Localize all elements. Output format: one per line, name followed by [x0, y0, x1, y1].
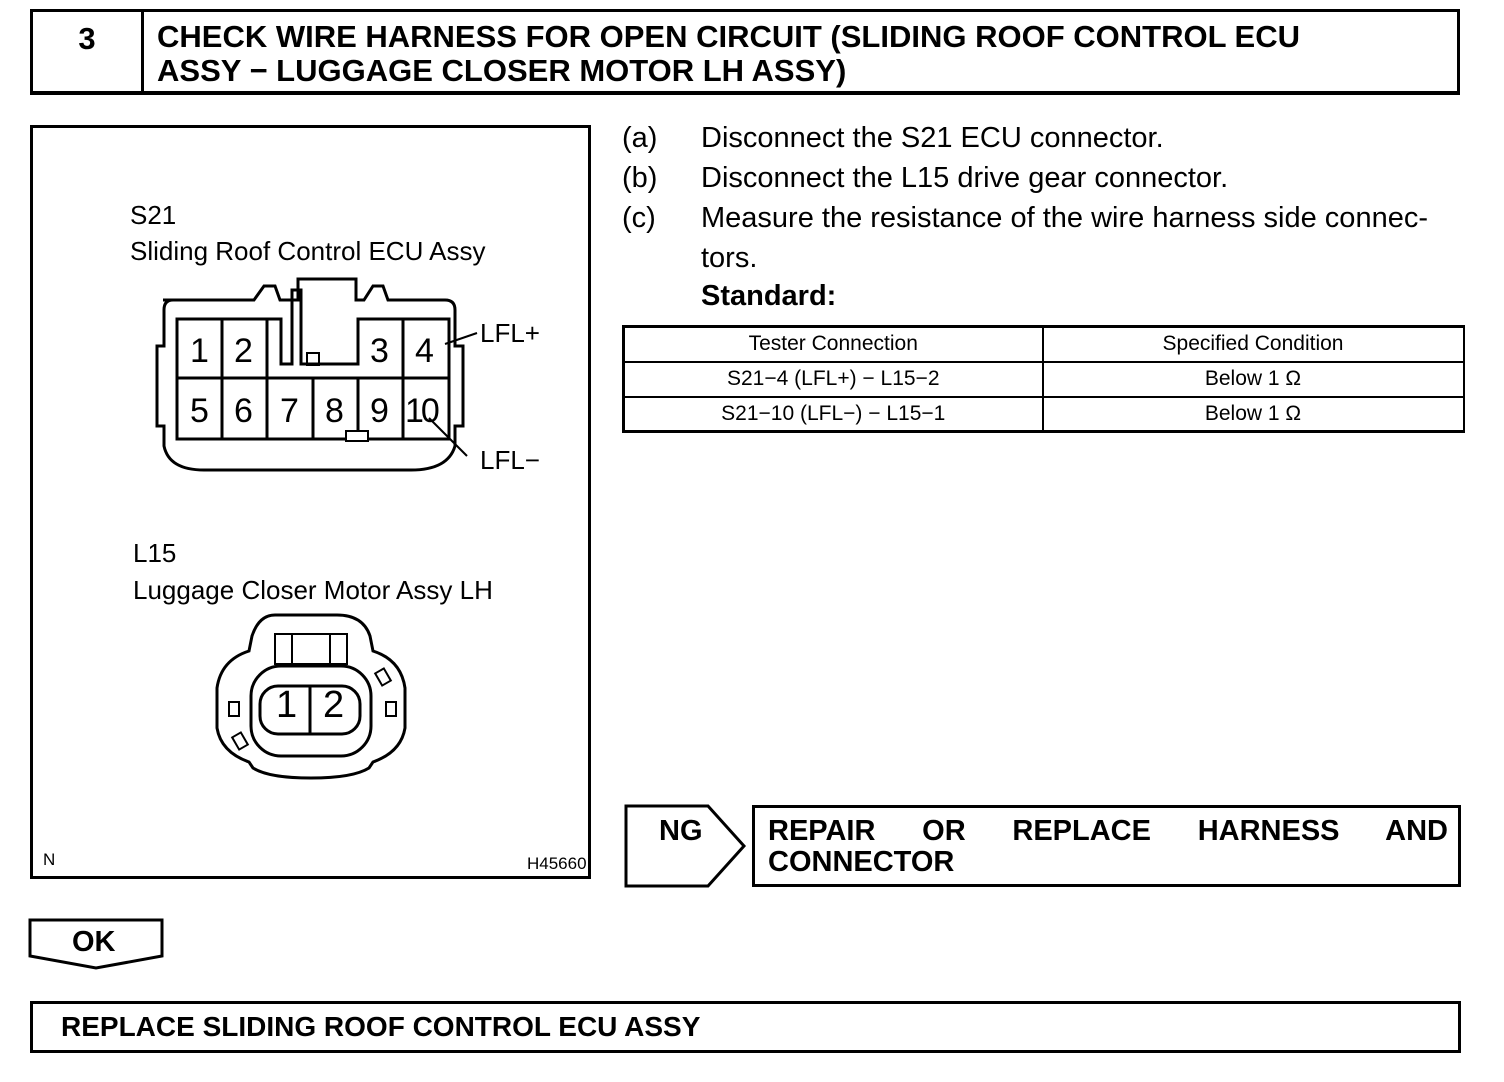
- instruction-letter-a: (a): [622, 122, 658, 154]
- figure-corner-left: N: [43, 850, 56, 869]
- instruction-letter-b: (b): [622, 162, 658, 194]
- ok-label: OK: [72, 926, 116, 958]
- s21-pin-10: 10: [405, 392, 437, 430]
- step-title: [157, 20, 1447, 88]
- instruction-text-b: Disconnect the L15 drive gear connector.: [701, 162, 1229, 194]
- s21-pin-2: 2: [234, 332, 253, 370]
- s21-pin-1: 1: [190, 332, 209, 370]
- table-row: [624, 362, 1464, 397]
- ng-label: NG: [659, 815, 703, 847]
- s21-pin-7: 7: [280, 392, 299, 430]
- table-cell: Below 1 Ω: [1043, 362, 1464, 397]
- step-title-line1: CHECK WIRE HARNESS FOR OPEN CIRCUIT (SLIDING ROOF CONTROL ECU: [157, 19, 1301, 54]
- spec-table: [622, 325, 1465, 433]
- s21-pin-3: 3: [370, 332, 389, 370]
- l15-name: Luggage Closer Motor Assy LH: [133, 575, 493, 605]
- figure-id: H45660: [527, 854, 587, 873]
- l15-code: L15: [133, 538, 177, 568]
- step-number: 3: [33, 12, 144, 91]
- instruction-letter-c: (c): [622, 202, 656, 234]
- l15-pin-1: 1: [276, 684, 298, 726]
- instruction-text-c: Measure the resistance of the wire harness side connec-: [701, 202, 1428, 234]
- s21-name: Sliding Roof Control ECU Assy: [130, 236, 486, 266]
- s21-pin-9: 9: [370, 392, 389, 430]
- step-title-line2: ASSY − LUGGAGE CLOSER MOTOR LH ASSY): [157, 53, 847, 88]
- ng-action-line2: CONNECTOR: [768, 846, 955, 878]
- s21-code: S21: [130, 200, 177, 230]
- ng-action-box: [752, 805, 1461, 887]
- table-row: [624, 397, 1464, 432]
- table-cell: Below 1 Ω: [1043, 397, 1464, 432]
- table-header-cell: Specified Condition: [1043, 327, 1464, 362]
- label-lfl-plus: LFL+: [480, 318, 540, 348]
- l15-connector-diagram: [33, 128, 588, 876]
- table-cell: S21−10 (LFL−) − L15−1: [624, 397, 1043, 432]
- instruction-text-a: Disconnect the S21 ECU connector.: [701, 122, 1164, 154]
- final-action-box: [30, 1001, 1461, 1053]
- ng-action-line1: REPAIR OR REPLACE HARNESS AND: [768, 815, 1448, 847]
- s21-pin-4: 4: [415, 332, 434, 370]
- s21-pin-5: 5: [190, 392, 209, 430]
- final-action-text: REPLACE SLIDING ROOF CONTROL ECU ASSY: [61, 1011, 701, 1042]
- table-header-row: [624, 327, 1464, 362]
- connector-figure: [30, 125, 591, 879]
- s21-pin-6: 6: [234, 392, 253, 430]
- table-header-cell: Tester Connection: [624, 327, 1043, 362]
- step-header: [30, 9, 1460, 95]
- standard-label: Standard:: [701, 280, 837, 312]
- table-cell: S21−4 (LFL+) − L15−2: [624, 362, 1043, 397]
- l15-pin-2: 2: [323, 684, 345, 726]
- s21-pin-8: 8: [325, 392, 344, 430]
- instruction-text-c-continuation: tors.: [701, 242, 758, 274]
- label-lfl-minus: LFL−: [480, 445, 540, 475]
